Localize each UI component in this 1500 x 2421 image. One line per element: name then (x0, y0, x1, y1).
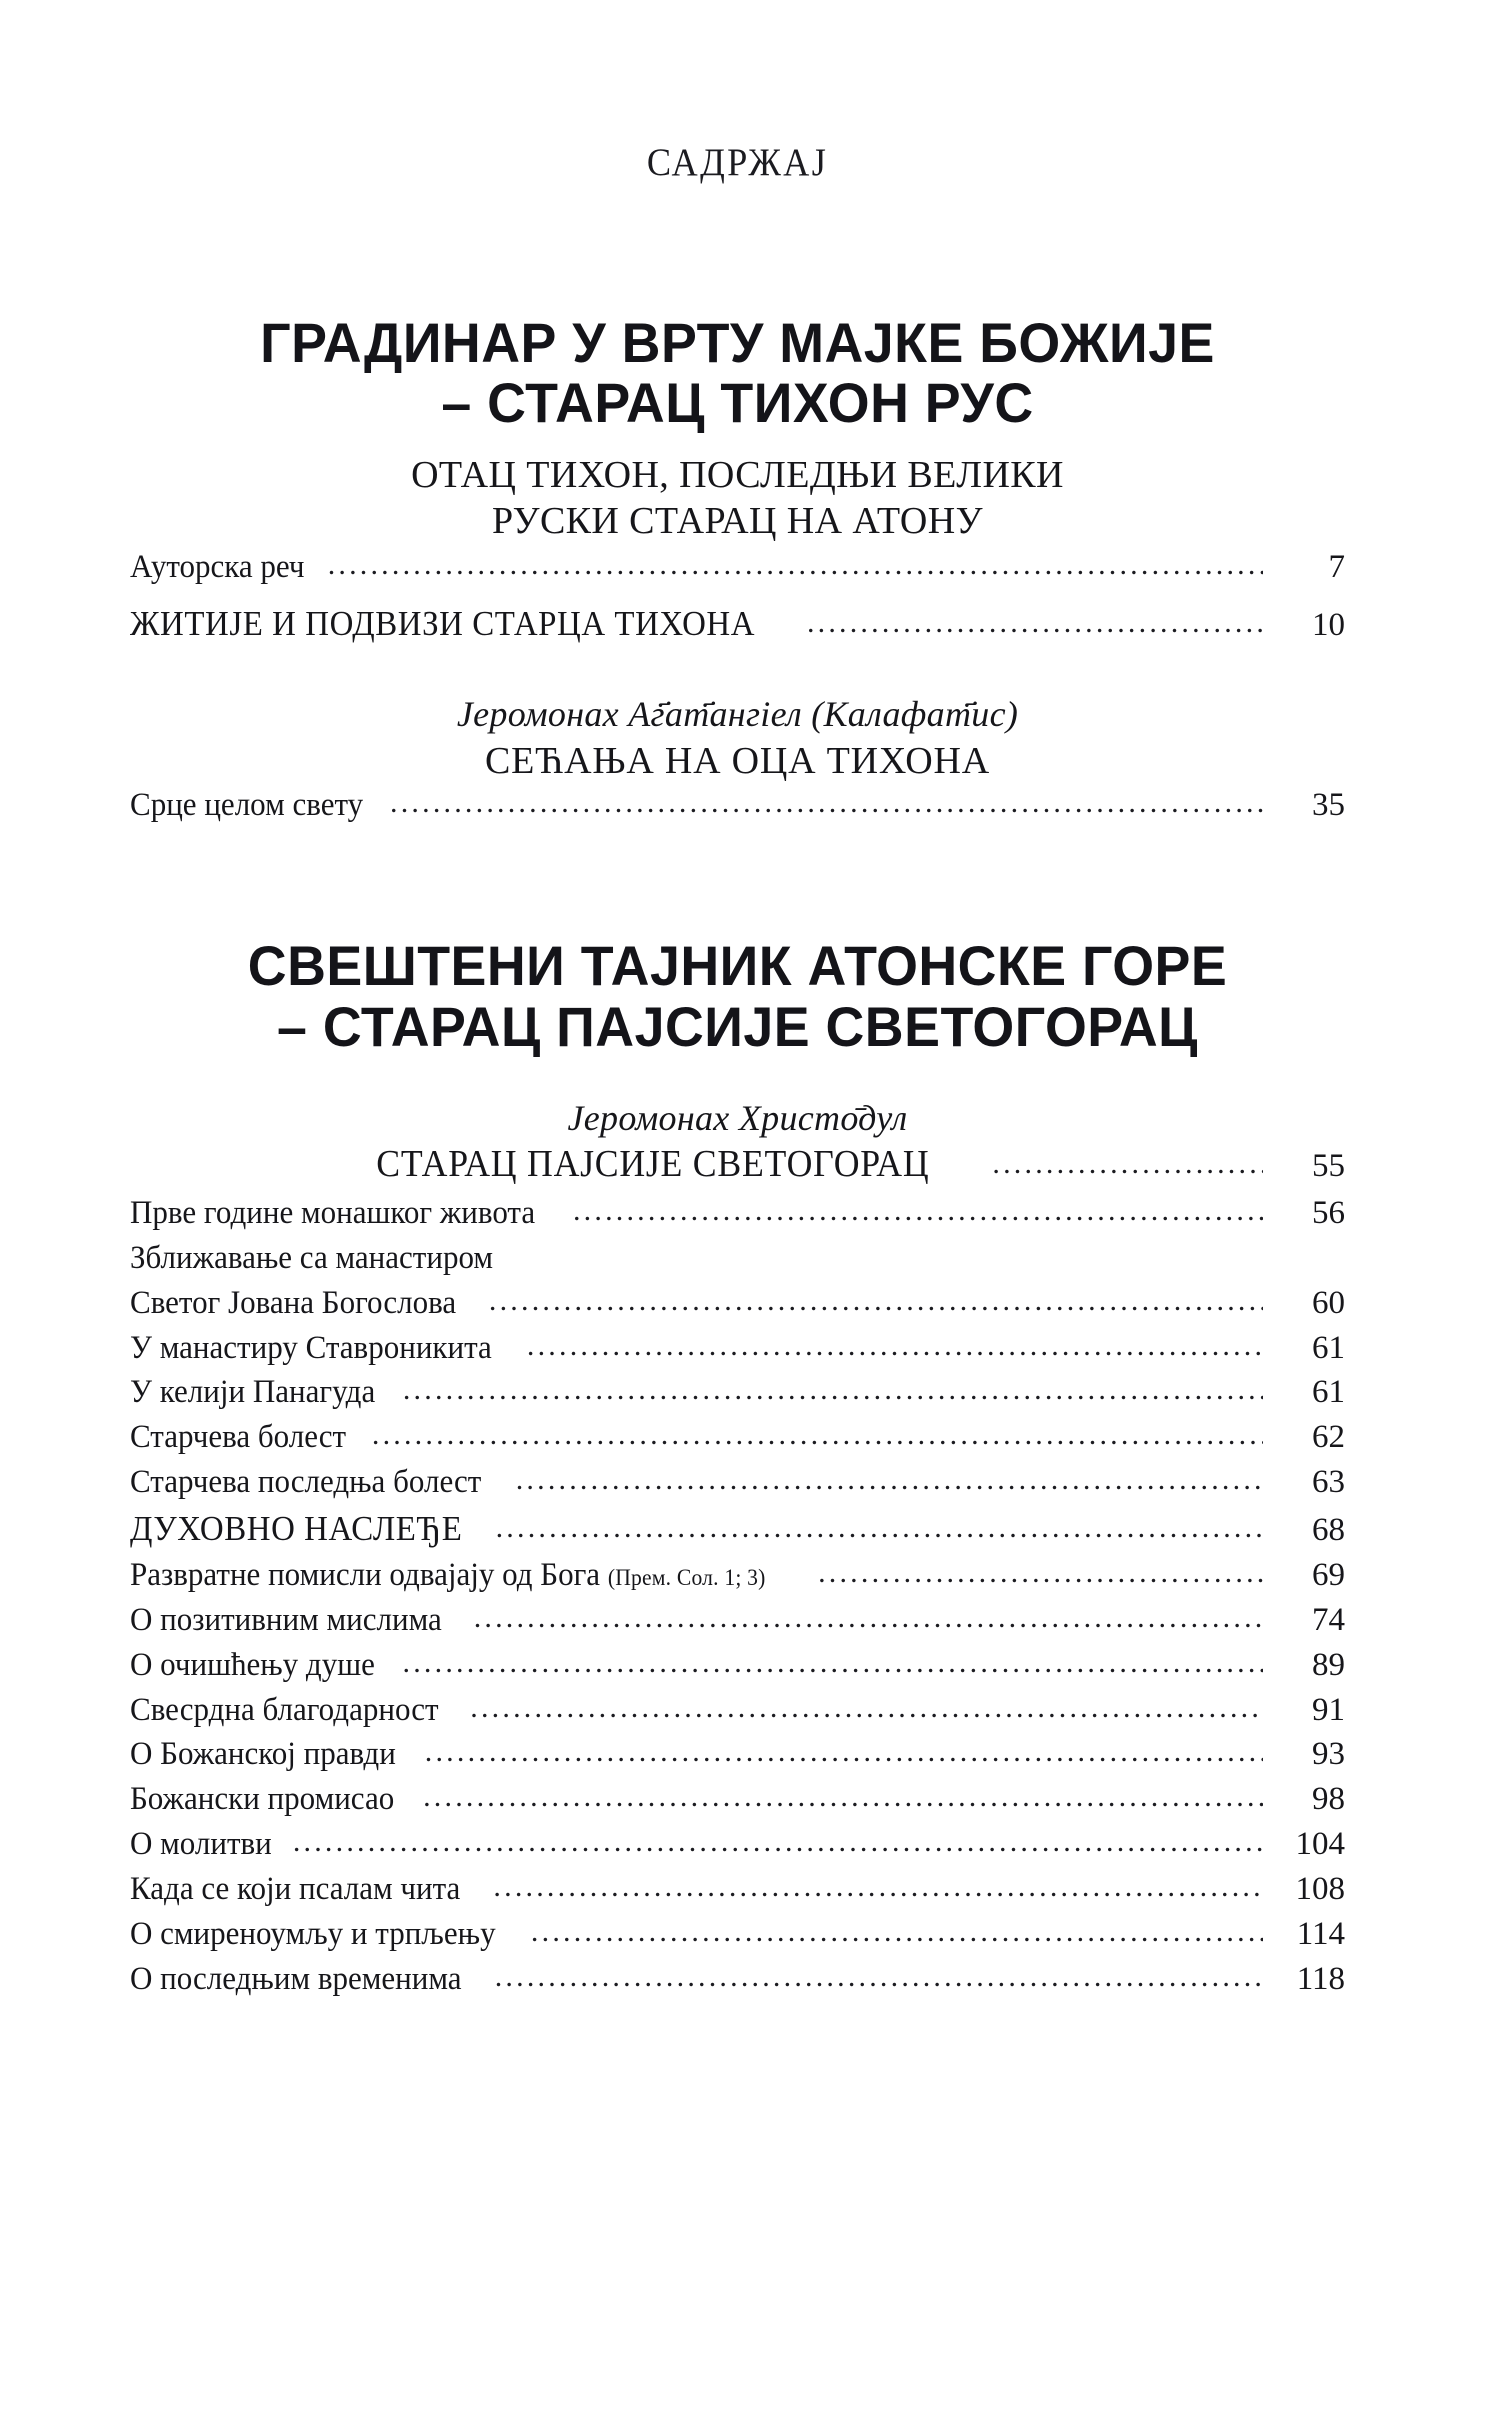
toc-entry-page: 69 (1312, 1556, 1345, 1593)
toc-entry[interactable] (130, 1505, 1345, 1553)
toc-dot-leader (516, 1460, 1263, 1501)
toc-entry-page: 35 (1312, 787, 1345, 824)
toc-entry-page: 108 (1295, 1871, 1345, 1908)
toc-entry-page: 91 (1312, 1691, 1345, 1728)
toc-dot-leader (403, 1370, 1263, 1411)
toc-entry-label: СТАРАЦ ПАЈСИЈЕ СВЕТОГОРАЦ (376, 1143, 930, 1186)
toc-entry[interactable] (130, 1415, 1345, 1460)
toc-entry[interactable] (130, 1598, 1345, 1643)
toc-entry[interactable] (130, 1326, 1345, 1371)
toc-entry[interactable] (130, 1139, 1345, 1191)
toc-entry-label (130, 1553, 766, 1598)
toc-entry-label-text: Развратне помисли одвајају од Бога (130, 1556, 601, 1593)
section-heading-line-1: ГРАДИНАР У ВРТУ МАЈКЕ БОЖИЈЕ (260, 311, 1215, 374)
toc-dot-leader (807, 603, 1263, 644)
section-heading-line-1: СВЕШТЕНИ ТАЈНИК АТОНСКЕ ГОРЕ (247, 934, 1228, 998)
toc-entry[interactable] (130, 545, 1345, 590)
toc-entry[interactable] (130, 783, 1345, 828)
toc-dot-leader (293, 1822, 1263, 1863)
toc-dot-leader (470, 1688, 1263, 1729)
toc-entry-page: 7 (1328, 548, 1345, 585)
section-subtitle-line-2: РУСКИ СТАРАЦ НА АТОНУ (492, 500, 983, 543)
toc-dot-leader (425, 1732, 1263, 1773)
toc-entry-page: 104 (1295, 1826, 1345, 1863)
toc-entry-page: 114 (1296, 1915, 1345, 1952)
toc-entry-label: Светог Јована Богослова (130, 1284, 457, 1321)
toc-dot-leader (531, 1912, 1263, 1953)
toc-entry-label: Старчева болест (130, 1419, 347, 1456)
toc-entry[interactable] (130, 1460, 1345, 1505)
toc-entry-page: 74 (1312, 1601, 1345, 1638)
page-title: САДРЖАЈ (646, 141, 829, 184)
toc-entry-label: ЖИТИЈЕ И ПОДВИЗИ СТАРЦА ТИХОНА (130, 603, 756, 643)
toc-entry[interactable] (130, 1688, 1345, 1733)
toc-dot-leader (489, 1281, 1263, 1322)
toc-dot-leader (992, 1144, 1263, 1185)
toc-entry-page: 60 (1312, 1284, 1345, 1321)
toc-dot-leader (573, 1191, 1263, 1232)
toc-entry-page: 89 (1312, 1646, 1345, 1683)
toc-dot-leader (818, 1553, 1263, 1594)
toc-dot-leader (493, 1867, 1263, 1908)
toc-entry-label: О смиреноумљу и трпљењу (130, 1915, 496, 1952)
spacer (130, 590, 1345, 600)
toc-entry[interactable] (130, 1822, 1345, 1867)
toc-entry-label: О очишћењу душе (130, 1646, 375, 1683)
toc-entry[interactable] (130, 1370, 1345, 1415)
author-work-title-secanja: СЕЋАЊА НА ОЦА ТИХОНА (485, 740, 990, 783)
toc-dot-leader (423, 1777, 1263, 1818)
toc-entry-page: 55 (1312, 1148, 1345, 1185)
toc-entry-page: 10 (1312, 606, 1345, 643)
author-name-agatangel: Јеромонах Аг҃ат҃ангіел (Калафат҃ис) (456, 694, 1019, 735)
toc-entry-label: Зближавање са манастиром (130, 1239, 494, 1276)
toc-entry[interactable] (130, 1732, 1345, 1777)
toc-entry-citation: (Прем. Сол. 1; 3) (607, 1564, 766, 1590)
toc-dot-leader (495, 1957, 1263, 1998)
toc-entry-label: Старчева последња болест (130, 1464, 482, 1501)
section-heading-line-2: – СТАРАЦ ТИХОН РУС (441, 371, 1034, 435)
toc-list-gradinar (130, 545, 1345, 648)
toc-entry-label: Прве године монашког живота (130, 1194, 536, 1231)
toc-entry-label: У келији Панагуда (130, 1374, 376, 1411)
section-heading-line-2: – СТАРАЦ ПАЈСИЈЕ СВЕТОГОРАЦ (277, 994, 1198, 1058)
toc-entry-label: Божански промисао (130, 1781, 395, 1818)
toc-entry-page: 61 (1312, 1329, 1345, 1366)
toc-entry-label: Свесрдна благодарност (130, 1691, 439, 1728)
toc-entry-page: 93 (1312, 1736, 1345, 1773)
toc-dot-leader (390, 783, 1263, 824)
toc-dot-leader (496, 1508, 1263, 1549)
section-subtitle-line-1: ОТАЦ ТИХОН, ПОСЛЕДЊИ ВЕЛИКИ (411, 453, 1064, 496)
toc-entry[interactable] (130, 1867, 1345, 1912)
toc-dot-leader (328, 545, 1263, 586)
toc-entry-page: 118 (1296, 1960, 1345, 1997)
toc-entry[interactable] (130, 1553, 1345, 1598)
section-heading-gradinar (154, 313, 1320, 434)
toc-dot-leader (403, 1643, 1263, 1684)
toc-entry[interactable] (130, 1643, 1345, 1688)
toc-entry-label: О позитивним мислима (130, 1601, 442, 1638)
toc-entry-continuation[interactable] (130, 1236, 1345, 1281)
toc-entry-label: У манастиру Ставроникита (130, 1329, 492, 1366)
toc-entry-page: 68 (1312, 1512, 1345, 1549)
toc-entry[interactable] (130, 1912, 1345, 1957)
toc-dot-leader (527, 1326, 1263, 1367)
toc-entry-page: 61 (1312, 1374, 1345, 1411)
toc-entry-label: О Божанској правди (130, 1736, 396, 1773)
toc-entry-label: О молитви (130, 1826, 272, 1863)
toc-entry-page: 56 (1312, 1194, 1345, 1231)
toc-list-secanja (130, 783, 1345, 828)
toc-entry-page: 98 (1312, 1781, 1345, 1818)
toc-entry-label: Ауторска реч (130, 548, 305, 585)
toc-entry-label: ДУХОВНО НАСЛЕЂЕ (130, 1509, 463, 1549)
toc-dot-leader (474, 1598, 1263, 1639)
toc-entry[interactable] (130, 1191, 1345, 1236)
toc-entry-page: 62 (1312, 1419, 1345, 1456)
toc-entry[interactable] (130, 600, 1345, 648)
toc-entry[interactable] (130, 1957, 1345, 2002)
toc-entry-label: О последњим временима (130, 1960, 462, 1997)
toc-entry-page: 63 (1312, 1464, 1345, 1501)
author-name-hristodul: Јеромонах Христо̄дул (567, 1098, 908, 1139)
toc-entry[interactable] (130, 1777, 1345, 1822)
toc-entry[interactable] (130, 1281, 1345, 1326)
toc-entry-label: Срце целом свету (130, 787, 364, 824)
content-column (130, 0, 1345, 2002)
section-heading-pajsije (154, 936, 1320, 1057)
section-subtitle-gradinar (130, 452, 1345, 545)
toc-entry-label: Када се који псалам чита (130, 1871, 461, 1908)
toc-dot-leader (372, 1415, 1263, 1456)
toc-list-pajsije (130, 1139, 1345, 2001)
